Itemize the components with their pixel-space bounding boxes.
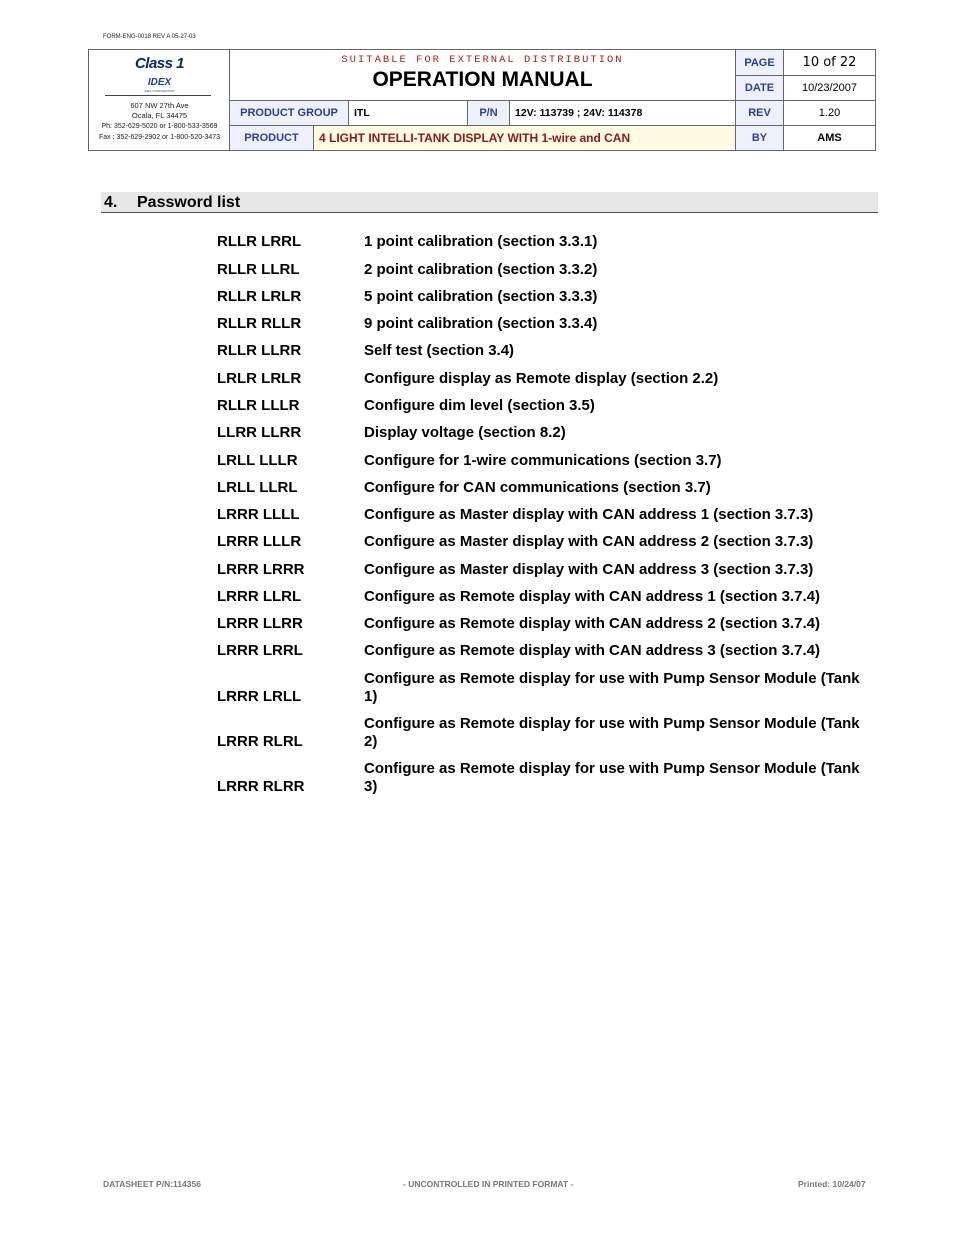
document-title: OPERATION MANUAL [372,68,593,91]
password-row [0,479,954,497]
password-code: RLLR LLLR [217,397,300,414]
password-description: 5 point calibration (section 3.3.3) [364,288,598,305]
password-row [0,397,954,415]
password-row [0,288,954,306]
section-number: 4. [104,194,118,211]
by-value: AMS [817,132,842,144]
password-code: LRRR RLRR [217,778,305,795]
password-description: Configure as Remote display with CAN address 2 (section 3.7.4) [364,615,820,632]
password-row [0,315,954,333]
footer-uncontrolled-notice: - UNCONTROLLED IN PRINTED FORMAT - [403,1179,574,1189]
product-group-value: ITL [349,101,468,126]
password-row [0,452,954,470]
fax-line: Fax : 352-629-2902 or 1-800-520-3473 [98,134,221,141]
password-row [0,261,954,279]
password-code: LLRR LLRR [217,424,302,441]
password-code: LRLL LLRL [217,479,298,496]
page-label: PAGE [736,50,784,76]
idex-logo-subtext: IDEX CORPORATION [144,89,175,93]
idex-logo: IDEX [147,77,172,88]
title-block [230,50,736,101]
product-group-label: PRODUCT GROUP [230,101,349,126]
password-code: LRRR LLRR [217,615,303,632]
password-row [0,715,954,751]
password-description: Configure for CAN communications (section 3.7) [364,479,711,496]
password-description: 2 point calibration (section 3.3.2) [364,261,598,278]
section-title: Password list [137,194,241,211]
password-row [0,533,954,551]
distribution-notice: SUITABLE FOR EXTERNAL DISTRIBUTION [341,54,624,66]
password-row [0,233,954,251]
class1-logo [89,55,230,72]
password-description: Display voltage (section 8.2) [364,424,566,441]
password-row [0,760,954,796]
address-line: Ocala, FL 34475 [131,111,188,120]
password-description: Self test (section 3.4) [364,342,515,359]
phone-line: Ph: 352-629-5020 or 1-800-533-3569 [101,123,218,130]
password-code: RLLR LRRL [217,233,302,250]
by-label: BY [736,126,784,150]
password-description: Configure as Remote display for use with Pump Sensor Module (Tank 1) [364,670,860,705]
password-code: RLLR LLRL [217,261,300,278]
company-block [89,50,230,150]
product-label: PRODUCT [230,126,314,150]
password-description: Configure for 1-wire communications (section 3.7) [364,452,722,469]
password-row [0,615,954,633]
product-value: 4 LIGHT INTELLI-TANK DISPLAY WITH 1-wire and CAN [314,126,736,150]
password-description: Configure as Remote display with CAN address 1 (section 3.7.4) [364,588,820,605]
password-code: RLLR RLLR [217,315,302,332]
password-code: LRRR LLRL [217,588,302,605]
password-row [0,561,954,579]
password-code: LRRR LRRL [217,642,303,659]
password-description: Configure as Remote display with CAN address 3 (section 3.7.4) [364,642,820,659]
address-line: 607 NW 27th Ave [130,101,189,110]
password-code: LRLR LRLR [217,370,302,387]
password-description: 1 point calibration (section 3.3.1) [364,233,598,250]
document-header [88,49,876,151]
password-code: LRRR LLLR [217,533,302,550]
password-row [0,342,954,360]
password-row [0,424,954,442]
password-code: RLLR LLRR [217,342,302,359]
password-code: LRRR RLRL [217,733,303,750]
password-code: LRRR LRLL [217,688,302,705]
rev-label: REV [736,101,784,126]
password-code: LRRR LLLL [217,506,300,523]
password-code: RLLR LRLR [217,288,302,305]
password-description: Configure as Remote display for use with Pump Sensor Module (Tank 3) [364,760,860,795]
date-value: 10/23/2007 [784,76,875,101]
page-value: 10 of 22 [784,50,875,76]
password-description: Configure as Master display with CAN address 3 (section 3.7.3) [364,561,814,578]
section-heading [101,192,878,213]
password-description: Configure as Master display with CAN address 2 (section 3.7.3) [364,533,814,550]
password-row [0,670,954,706]
password-row [0,642,954,660]
date-label: DATE [736,76,784,101]
password-code: LRRR LRRR [217,561,305,578]
pn-label: P/N [468,101,510,126]
rev-value: 1.20 [784,101,875,126]
password-description: Configure as Master display with CAN address 1 (section 3.7.3) [364,506,814,523]
password-code: LRLL LLLR [217,452,298,469]
password-description: 9 point calibration (section 3.3.4) [364,315,598,332]
pn-value: 12V: 113739 ; 24V: 114378 [510,101,736,126]
password-description: Configure display as Remote display (section 2.2) [364,370,719,387]
form-id: FORM-ENG-0018 REV A 05-27-03 [103,34,196,40]
logo-divider [105,95,211,96]
password-row [0,588,954,606]
footer-printed-date: Printed: 10/24/07 [798,1179,866,1189]
footer-datasheet-pn: DATASHEET P/N:114356 [103,1179,201,1189]
class1-logo-text: Class 1 [134,55,185,72]
password-row [0,506,954,524]
password-row [0,370,954,388]
password-description: Configure dim level (section 3.5) [364,397,595,414]
password-description: Configure as Remote display for use with Pump Sensor Module (Tank 2) [364,715,860,750]
